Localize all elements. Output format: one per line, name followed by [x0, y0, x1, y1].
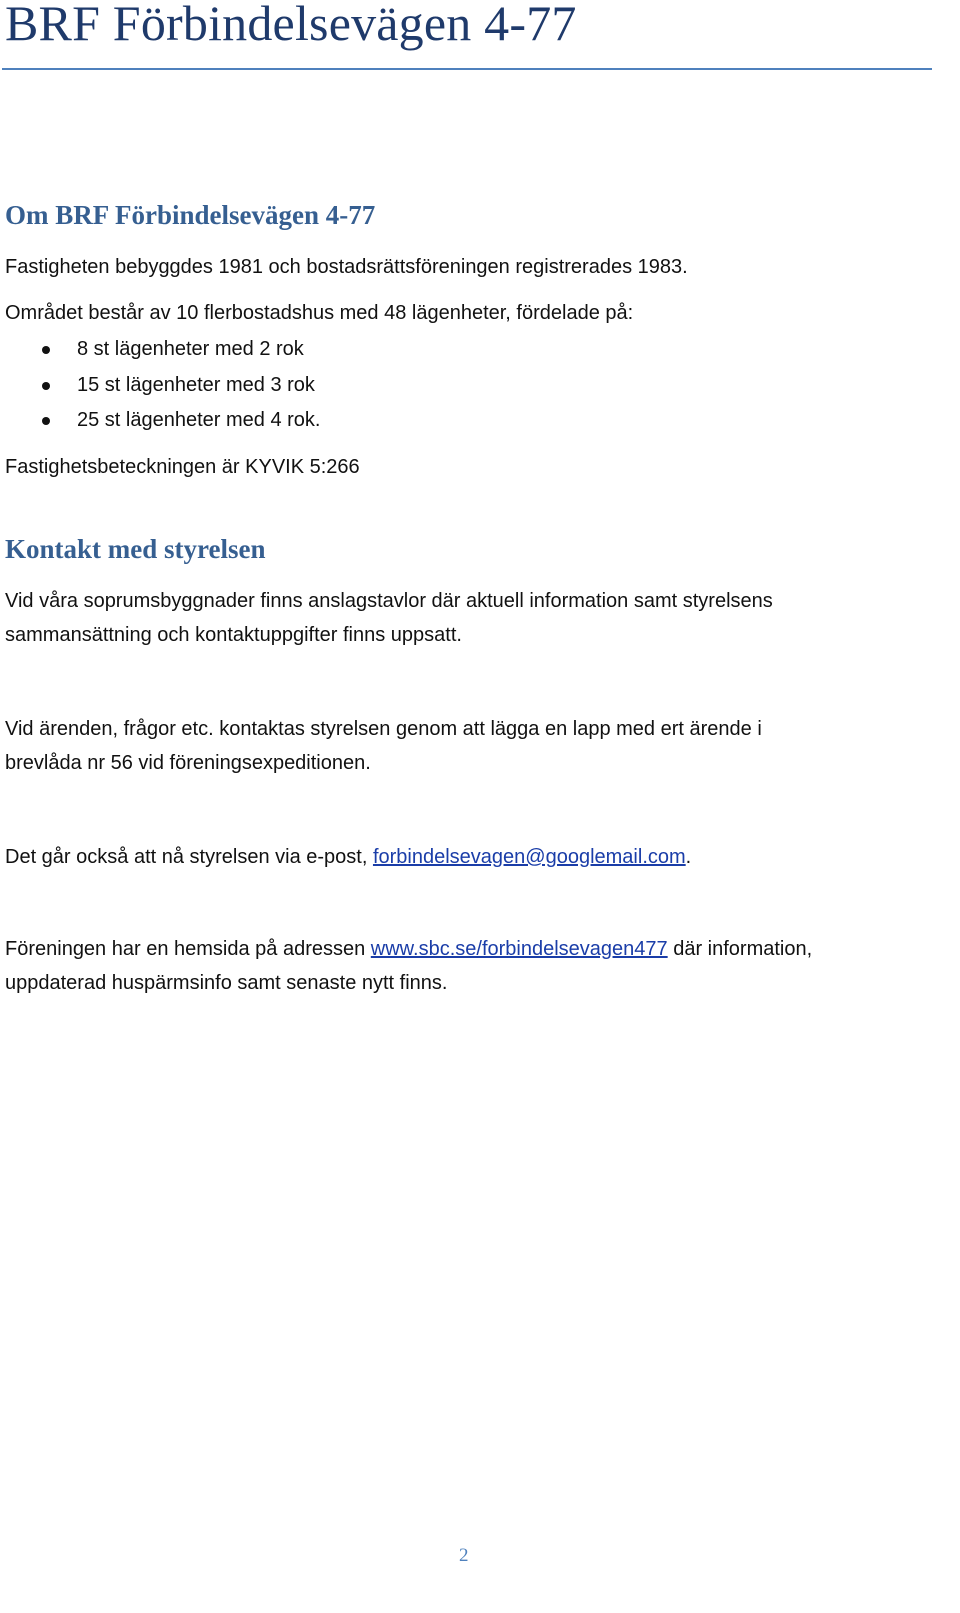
paragraph-line: Vid våra soprumsbyggnader finns anslagstavlor där aktuell information samt styrelsens [5, 590, 773, 612]
contact-paragraph-1 [5, 584, 773, 652]
about-paragraph-1: Fastigheten bebyggdes 1981 och bostadsrättsföreningen registrerades 1983. [5, 256, 688, 278]
list-item-text: 25 st lägenheter med 4 rok. [77, 409, 321, 431]
paragraph-line: brevlåda nr 56 vid föreningsexpeditionen. [5, 752, 371, 774]
contact-paragraph-2 [5, 712, 762, 780]
about-paragraph-2: Området består av 10 flerbostadshus med 48 lägenheter, fördelade på: [5, 302, 634, 324]
title-underline [2, 68, 932, 70]
website-link[interactable]: www.sbc.se/forbindelsevagen477 [370, 938, 668, 960]
property-designation: Fastighetsbeteckningen är KYVIK 5:266 [5, 456, 360, 478]
about-heading: Om BRF Förbindelsevägen 4-77 [5, 200, 376, 230]
page-number: 2 [459, 1545, 469, 1566]
contact-paragraph-website [5, 932, 812, 1000]
paragraph-text: Föreningen har en hemsida på adressen [5, 938, 371, 960]
apartment-list [0, 332, 320, 439]
email-link[interactable]: forbindelsevagen@googlemail.com [372, 846, 686, 868]
paragraph-line: Vid ärenden, frågor etc. kontaktas styrelsen genom att lägga en lapp med ert ärende i [5, 718, 762, 740]
list-item-text: 15 st lägenheter med 3 rok [77, 373, 315, 396]
list-item [0, 332, 320, 368]
paragraph-line: uppdaterad huspärmsinfo samt senaste nytt finns. [5, 972, 448, 994]
list-item-text: 8 st lägenheter med 2 rok [77, 338, 304, 360]
paragraph-text: . [685, 846, 692, 868]
paragraph-line: sammansättning och kontaktuppgifter finns uppsatt. [5, 624, 462, 646]
contact-heading: Kontakt med styrelsen [5, 534, 266, 564]
bullet-icon [42, 417, 50, 425]
bullet-icon [42, 346, 50, 354]
list-item [0, 403, 320, 439]
paragraph-text: där information, [667, 938, 813, 960]
bullet-icon [42, 382, 50, 390]
paragraph-text: Det går också att nå styrelsen via e-post, [5, 846, 373, 868]
list-item [0, 368, 320, 404]
contact-paragraph-email [5, 840, 691, 874]
document-title: BRF Förbindelsevägen 4-77 [5, 0, 577, 51]
